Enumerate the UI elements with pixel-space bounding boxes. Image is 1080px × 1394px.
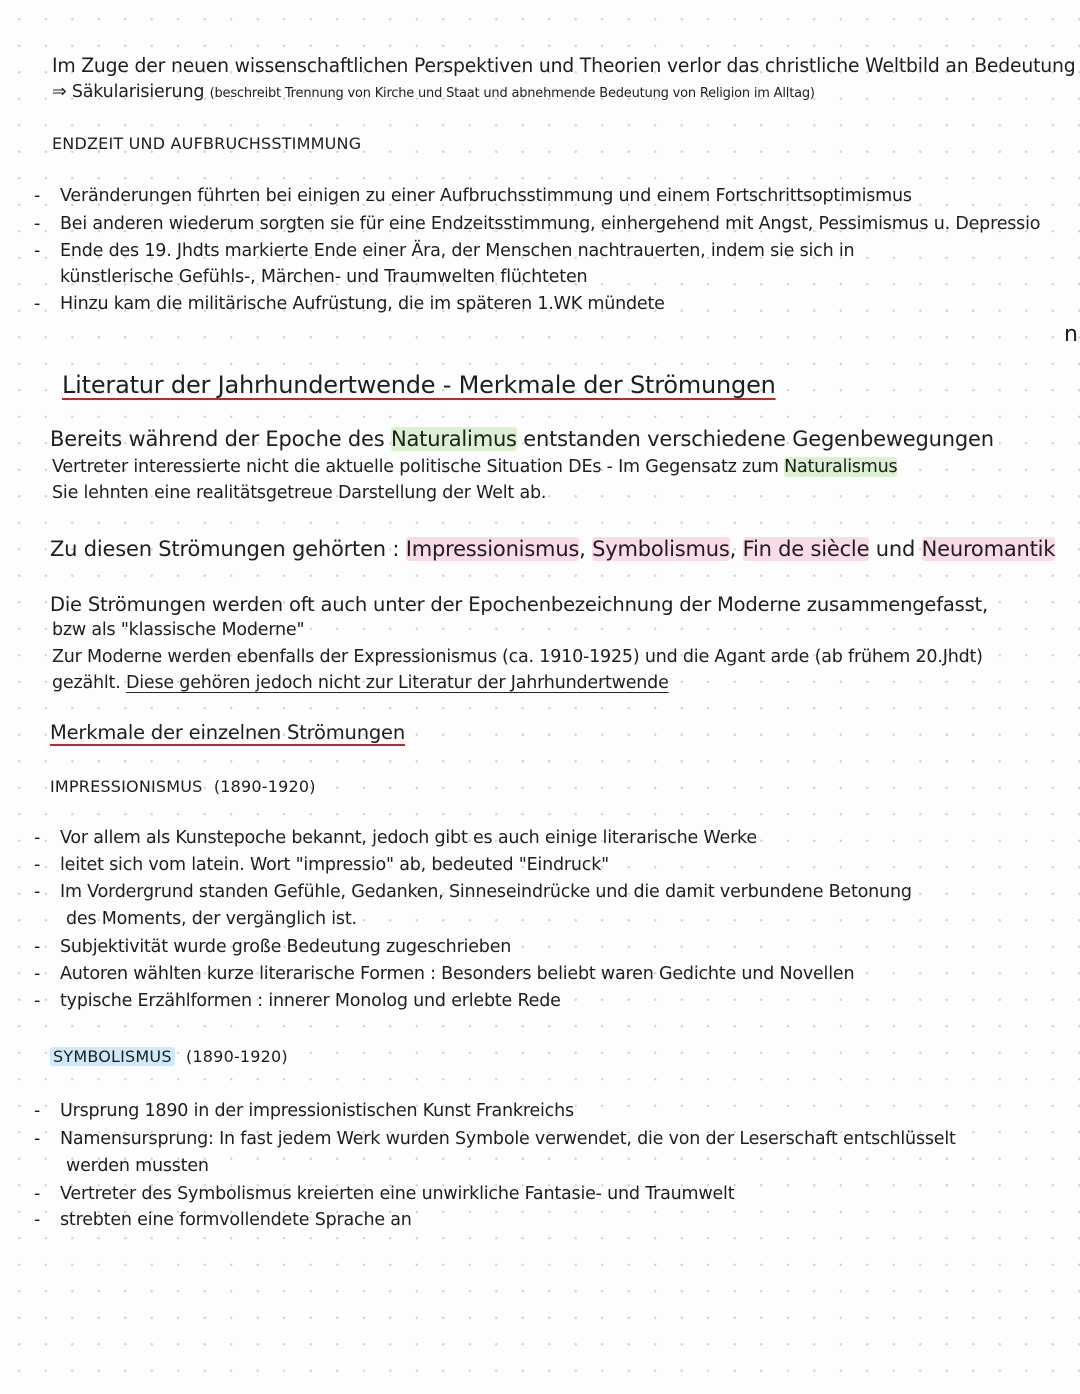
arrow-icon: ⇒ bbox=[52, 82, 67, 102]
underlined-note: Diese gehören jedoch nicht zur Literatur der Jahrhundertwende bbox=[125, 673, 669, 693]
list-item: - leitet sich vom latein. Wort "impressio" ab, bedeuted "Eindruck" bbox=[34, 855, 609, 875]
list-item: - typische Erzählformen : innerer Monolog und erlebte Rede bbox=[34, 991, 561, 1011]
list-item-continuation: werden mussten bbox=[66, 1156, 209, 1176]
list-item-continuation: künstlerische Gefühls-, Märchen- und Traumwelten flüchteten bbox=[60, 267, 588, 287]
impressionismus-heading: IMPRESSIONISMUS (1890-1920) bbox=[50, 777, 316, 796]
tag-neuromantik: Neuromantik bbox=[921, 537, 1056, 561]
list-item: - Veränderungen führten bei einigen zu einer Aufbruchsstimmung und einem Fortschrittsoptimismus bbox=[34, 186, 912, 206]
list-item-continuation: des Moments, der vergänglich ist. bbox=[66, 909, 357, 929]
paragraph-line: Zur Moderne werden ebenfalls der Expressionismus (ca. 1910-1925) und die Agant arde (ab frühem 20.Jhdt) bbox=[52, 647, 983, 667]
saekularisierung-term: Säkularisierung bbox=[71, 82, 205, 102]
paragraph-line: gezählt. Diese gehören jedoch nicht zur Literatur der Jahrhundertwende bbox=[52, 673, 669, 693]
list-item: - Subjektivität wurde große Bedeutung zugeschrieben bbox=[34, 937, 512, 957]
intro-line-2 bbox=[52, 84, 815, 102]
list-item: - Hinzu kam die militärische Aufrüstung, die im späteren 1.WK mündete bbox=[34, 294, 665, 314]
cut-off-text: n bbox=[1064, 322, 1078, 347]
list-item: - Namensursprung: In fast jedem Werk wurden Symbole verwendet, die von der Leserschaft entschlüsselt bbox=[34, 1129, 956, 1149]
list-item: - strebten eine formvollendete Sprache an bbox=[34, 1210, 412, 1230]
highlight-naturalismus: Naturalismus bbox=[784, 457, 898, 477]
list-item: - Im Vordergrund standen Gefühle, Gedanken, Sinneseindrücke und die damit verbundene Betonung bbox=[34, 882, 912, 902]
list-item: - Vor allem als Kunstepoche bekannt, jedoch gibt es auch einige literarische Werke bbox=[34, 828, 757, 848]
paragraph-line: Vertreter interessierte nicht die aktuelle politische Situation DEs - Im Gegensatz zum Naturalismus bbox=[52, 457, 898, 477]
list-item: - Ende des 19. Jhdts markierte Ende einer Ära, der Menschen nachtrauerten, indem sie sich in bbox=[34, 241, 855, 261]
section-title: Literatur der Jahrhundertwende - Merkmale der Strömungen bbox=[62, 371, 776, 399]
list-item: - Ursprung 1890 in der impressionistischen Kunst Frankreichs bbox=[34, 1101, 574, 1121]
paragraph-line: Die Strömungen werden oft auch unter der Epochenbezeichnung der Moderne zusammengefasst, bbox=[50, 593, 988, 616]
paragraph-line: bzw als "klassische Moderne" bbox=[52, 620, 305, 640]
paragraph-line: Sie lehnten eine realitätsgetreue Darstellung der Welt ab. bbox=[52, 483, 547, 503]
stroemungen-list-line: Zu diesen Strömungen gehörten : Impressionismus, Symbolismus, Fin de siècle und Neuromantik bbox=[50, 537, 1056, 561]
list-item: - Autoren wählten kurze literarische Formen : Besonders beliebt waren Gedichte und Novellen bbox=[34, 964, 855, 984]
subsection-heading: Merkmale der einzelnen Strömungen bbox=[50, 721, 406, 744]
highlight-naturalismus: Naturalimus bbox=[391, 427, 517, 451]
symbolismus-heading: SYMBOLISMUS (1890-1920) bbox=[50, 1049, 288, 1065]
tag-impressionismus: Impressionismus bbox=[405, 537, 580, 561]
list-item: - Vertreter des Symbolismus kreierten eine unwirkliche Fantasie- und Traumwelt bbox=[34, 1184, 735, 1204]
list-item: - Bei anderen wiederum sorgten sie für eine Endzeitsstimmung, einhergehend mit Angst, Pessimismus u. Depressio bbox=[34, 214, 1041, 234]
intro-line-1: Im Zuge der neuen wissenschaftlichen Perspektiven und Theorien verlor das christliche Weltbild an Bedeutung bbox=[52, 54, 1076, 77]
tag-symbolismus: Symbolismus bbox=[592, 537, 730, 561]
saekularisierung-note: (beschreibt Trennung von Kirche und Staat und abnehmende Bedeutung von Religion im Alltag) bbox=[209, 86, 815, 101]
paragraph-line: Bereits während der Epoche des Naturalimus entstanden verschiedene Gegenbewegungen bbox=[50, 427, 994, 451]
tag-fin-de-siecle: Fin de siècle bbox=[742, 537, 870, 561]
endzeit-heading: ENDZEIT UND AUFBRUCHSSTIMMUNG bbox=[52, 134, 362, 153]
